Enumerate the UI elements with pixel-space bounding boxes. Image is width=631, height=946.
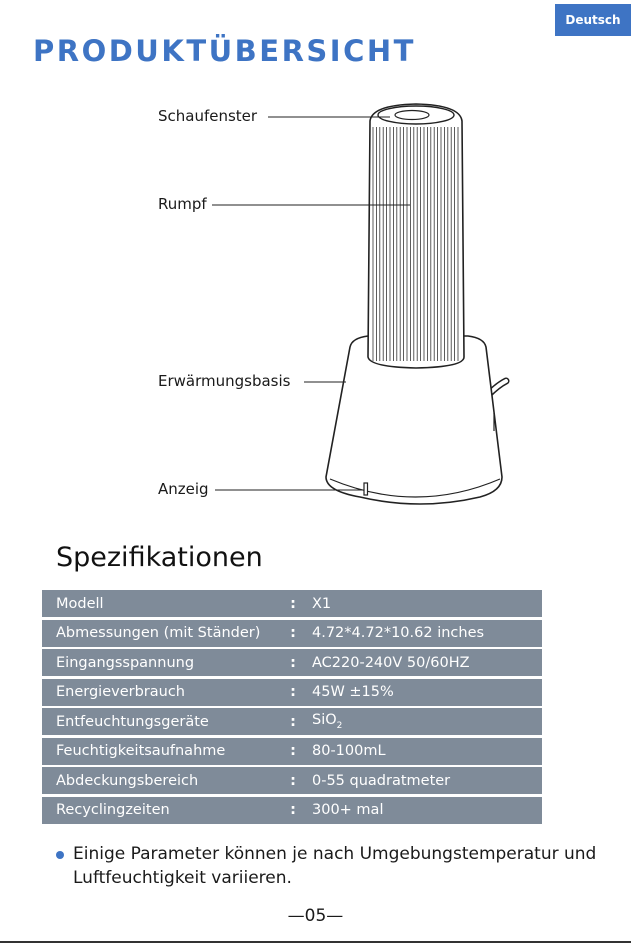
note [56,842,616,890]
bottom-rule [0,941,631,943]
spec-label: Feuchtigkeitsaufnahme [56,743,226,759]
dehumidifier-illustration [0,95,631,525]
product-diagram [0,95,631,525]
spec-row [42,679,542,706]
spec-value-subscript: 2 [336,720,343,731]
page-title: PRODUKTÜBERSICHT [33,34,416,68]
spec-row [42,767,542,794]
spec-label: Recyclingzeiten [56,802,170,818]
spec-label: Eingangsspannung [56,654,195,671]
spec-separator: : [290,654,296,671]
spec-row [42,649,542,676]
label-indicator: Anzeig [158,480,209,498]
label-base: Erwärmungsbasis [158,372,291,390]
spec-row [42,708,542,735]
spec-separator: : [290,684,296,700]
note-text: Einige Parameter können je nach Umgebungstemperatur und Luftfeuchtigkeit variieren. [73,844,597,888]
spec-value-text: SiO [312,712,337,729]
spec-separator: : [290,802,296,818]
spec-label: Entfeuchtungsgeräte [56,713,209,730]
bullet-dot-icon [56,851,64,859]
spec-separator: : [290,772,296,789]
spec-separator: : [290,713,296,730]
spec-value: 80-100mL [312,743,386,759]
spec-value: 45W ±15% [312,684,394,700]
specs-title: Spezifikationen [56,542,263,573]
spec-value: 0-55 quadratmeter [312,772,451,789]
spec-label: Modell [56,595,104,612]
spec-row [42,797,542,824]
spec-row [42,620,542,647]
spec-separator: : [290,595,296,612]
indicator-light [364,483,368,495]
spec-value: 300+ mal [312,802,384,818]
body-shell [368,104,464,368]
label-window: Schaufenster [158,107,258,125]
spec-row [42,590,542,617]
specs-table [42,590,542,826]
page-number: —05— [287,906,344,926]
spec-row [42,738,542,765]
spec-value: 4.72*4.72*10.62 inches [312,625,485,641]
spec-label: Abmessungen (mit Ständer) [56,625,261,641]
spec-label: Abdeckungsbereich [56,772,199,789]
spec-label: Energieverbrauch [56,684,185,700]
spec-value: X1 [312,595,332,612]
spec-separator: : [290,625,296,641]
label-body: Rumpf [158,195,207,213]
spec-value [304,712,342,731]
spec-value: AC220-240V 50/60HZ [312,654,470,671]
spec-separator: : [290,743,296,759]
language-badge[interactable]: Deutsch [555,4,631,36]
